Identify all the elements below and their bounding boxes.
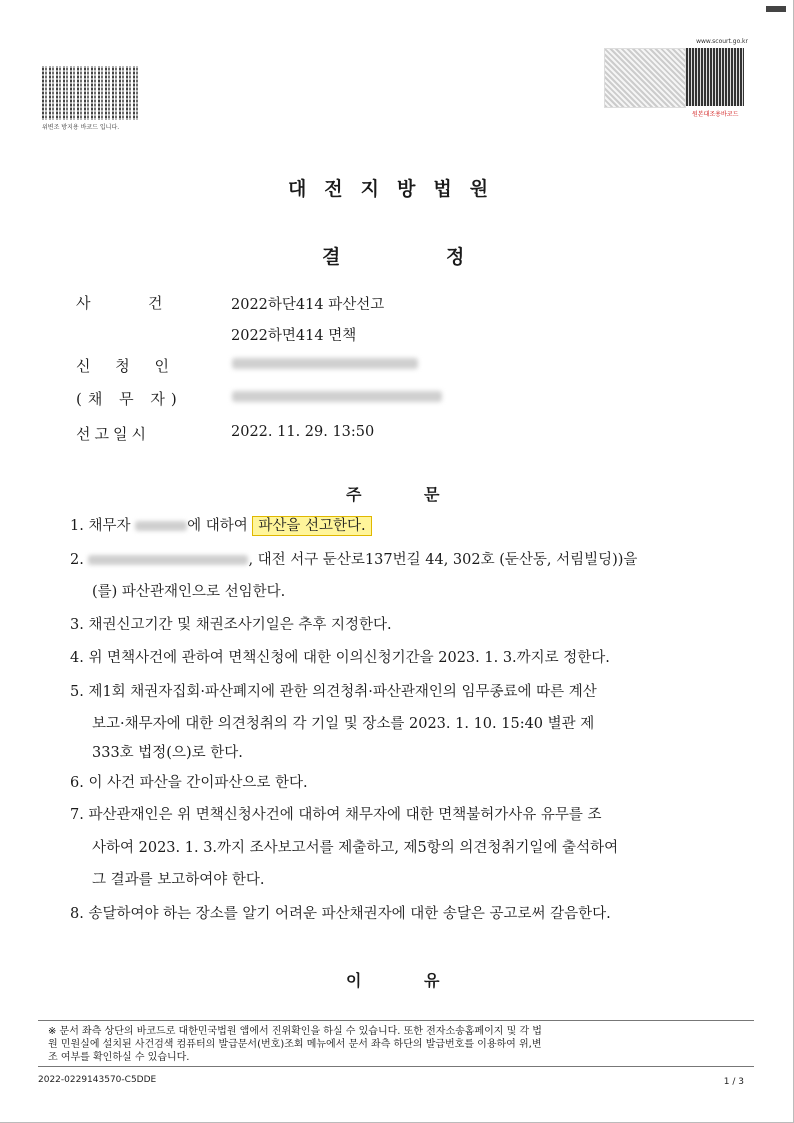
notice-line-2: 원 민원실에 설치된 사건검색 컴퓨터의 발급문서(번호)조회 메뉴에서 문서 좌측 하단의 발급번호를 이용하여 위,변 [48,1039,542,1050]
order-item-8: 8. 송달하여야 하는 장소를 알기 어려운 파산채권자에 대한 송달은 공고로써 갈음한다. [70,906,611,922]
site-url: www.scourt.go.kr [696,38,748,45]
order-item-7-line-1: 7. 파산관재인은 위 면책신청사건에 대하여 채무자에 대한 면책불허가사유 유무를 조 [70,807,602,823]
verification-barcode [42,66,138,120]
notice-line-3: 조 여부를 확인하실 수 있습니다. [48,1052,190,1063]
order-item-2: 2. , 대전 서구 둔산로137번길 44, 302호 (둔산동, 서림빌딩))을 [70,552,638,568]
applicant-label: 신 청 인 [76,357,180,375]
order-item-3: 3. 채권신고기간 및 채권조사기일은 추후 지정한다. [70,617,392,633]
case-number-1: 2022하단414 파산선고 [231,297,385,313]
order-item-5-line-2: 보고·채무자에 대한 의견청취의 각 기일 및 장소를 2023. 1. 10. 15:40 별관 제 [92,716,595,732]
barcode-right-caption: 원본대조용바코드 [692,111,739,118]
barcode-left-caption: 위변조 방지용 바코드 입니다. [42,124,120,131]
verification-notice [38,1020,754,1067]
notice-line-1: ※ 문서 좌측 상단의 바코드로 대한민국법원 앱에서 진위확인을 하실 수 있습니다. 또한 전자소송홈페이지 및 각 법 [48,1026,542,1037]
redacted-address [232,391,442,402]
date-label: 선고일시 [76,425,150,443]
order-heading-1: 주 [346,485,362,504]
reason-heading-1: 이 [346,971,362,990]
date-value: 2022. 11. 29. 13:50 [231,424,375,440]
doc-type-char-2: 정 [446,246,465,268]
debtor-label: (채 무 자) [76,390,183,408]
redacted-trustee [88,555,248,565]
order-item-7-line-3: 그 결과를 보고하여야 한다. [92,872,265,888]
redacted-debtor-name [135,521,187,531]
bankruptcy-declaration-highlight: 파산을 선고한다. [252,516,371,536]
order-item-4: 4. 위 면책사건에 관하여 면책신청에 대한 이의신청기간을 2023. 1. 3.까지로 정한다. [70,650,610,666]
order-item-6: 6. 이 사건 파산을 간이파산으로 한다. [70,775,308,791]
order-item-2-cont: (를) 파산관재인으로 선임한다. [92,584,286,600]
order-item-5-line-1: 5. 제1회 채권자집회·파산폐지에 관한 의견청취·파산관재인의 임무종료에 따른 계산 [70,684,597,700]
reason-heading-2: 유 [424,971,440,990]
redacted-applicant [232,358,418,369]
corner-mark [766,6,786,12]
doc-type-char-1: 결 [322,246,341,268]
order-item-7-line-2: 사하여 2023. 1. 3.까지 조사보고서를 제출하고, 제5항의 의견청취기일에 출석하여 [92,840,619,856]
order-item-5-line-3: 333호 법정(으)로 한다. [92,745,243,761]
original-barcode [686,48,744,106]
case-label: 사 건 [76,294,163,312]
original-barcode-pattern [604,48,686,108]
issue-number: 2022-0229143570-C5DDE [38,1075,157,1085]
court-name: 대전지방법원 [287,178,507,200]
order-item-1: 1. 채무자 에 대하여 파산을 선고한다. [70,514,372,535]
order-heading-2: 문 [424,485,440,504]
case-number-2: 2022하면414 면책 [231,328,357,344]
page-number: 1 / 3 [723,1077,744,1087]
